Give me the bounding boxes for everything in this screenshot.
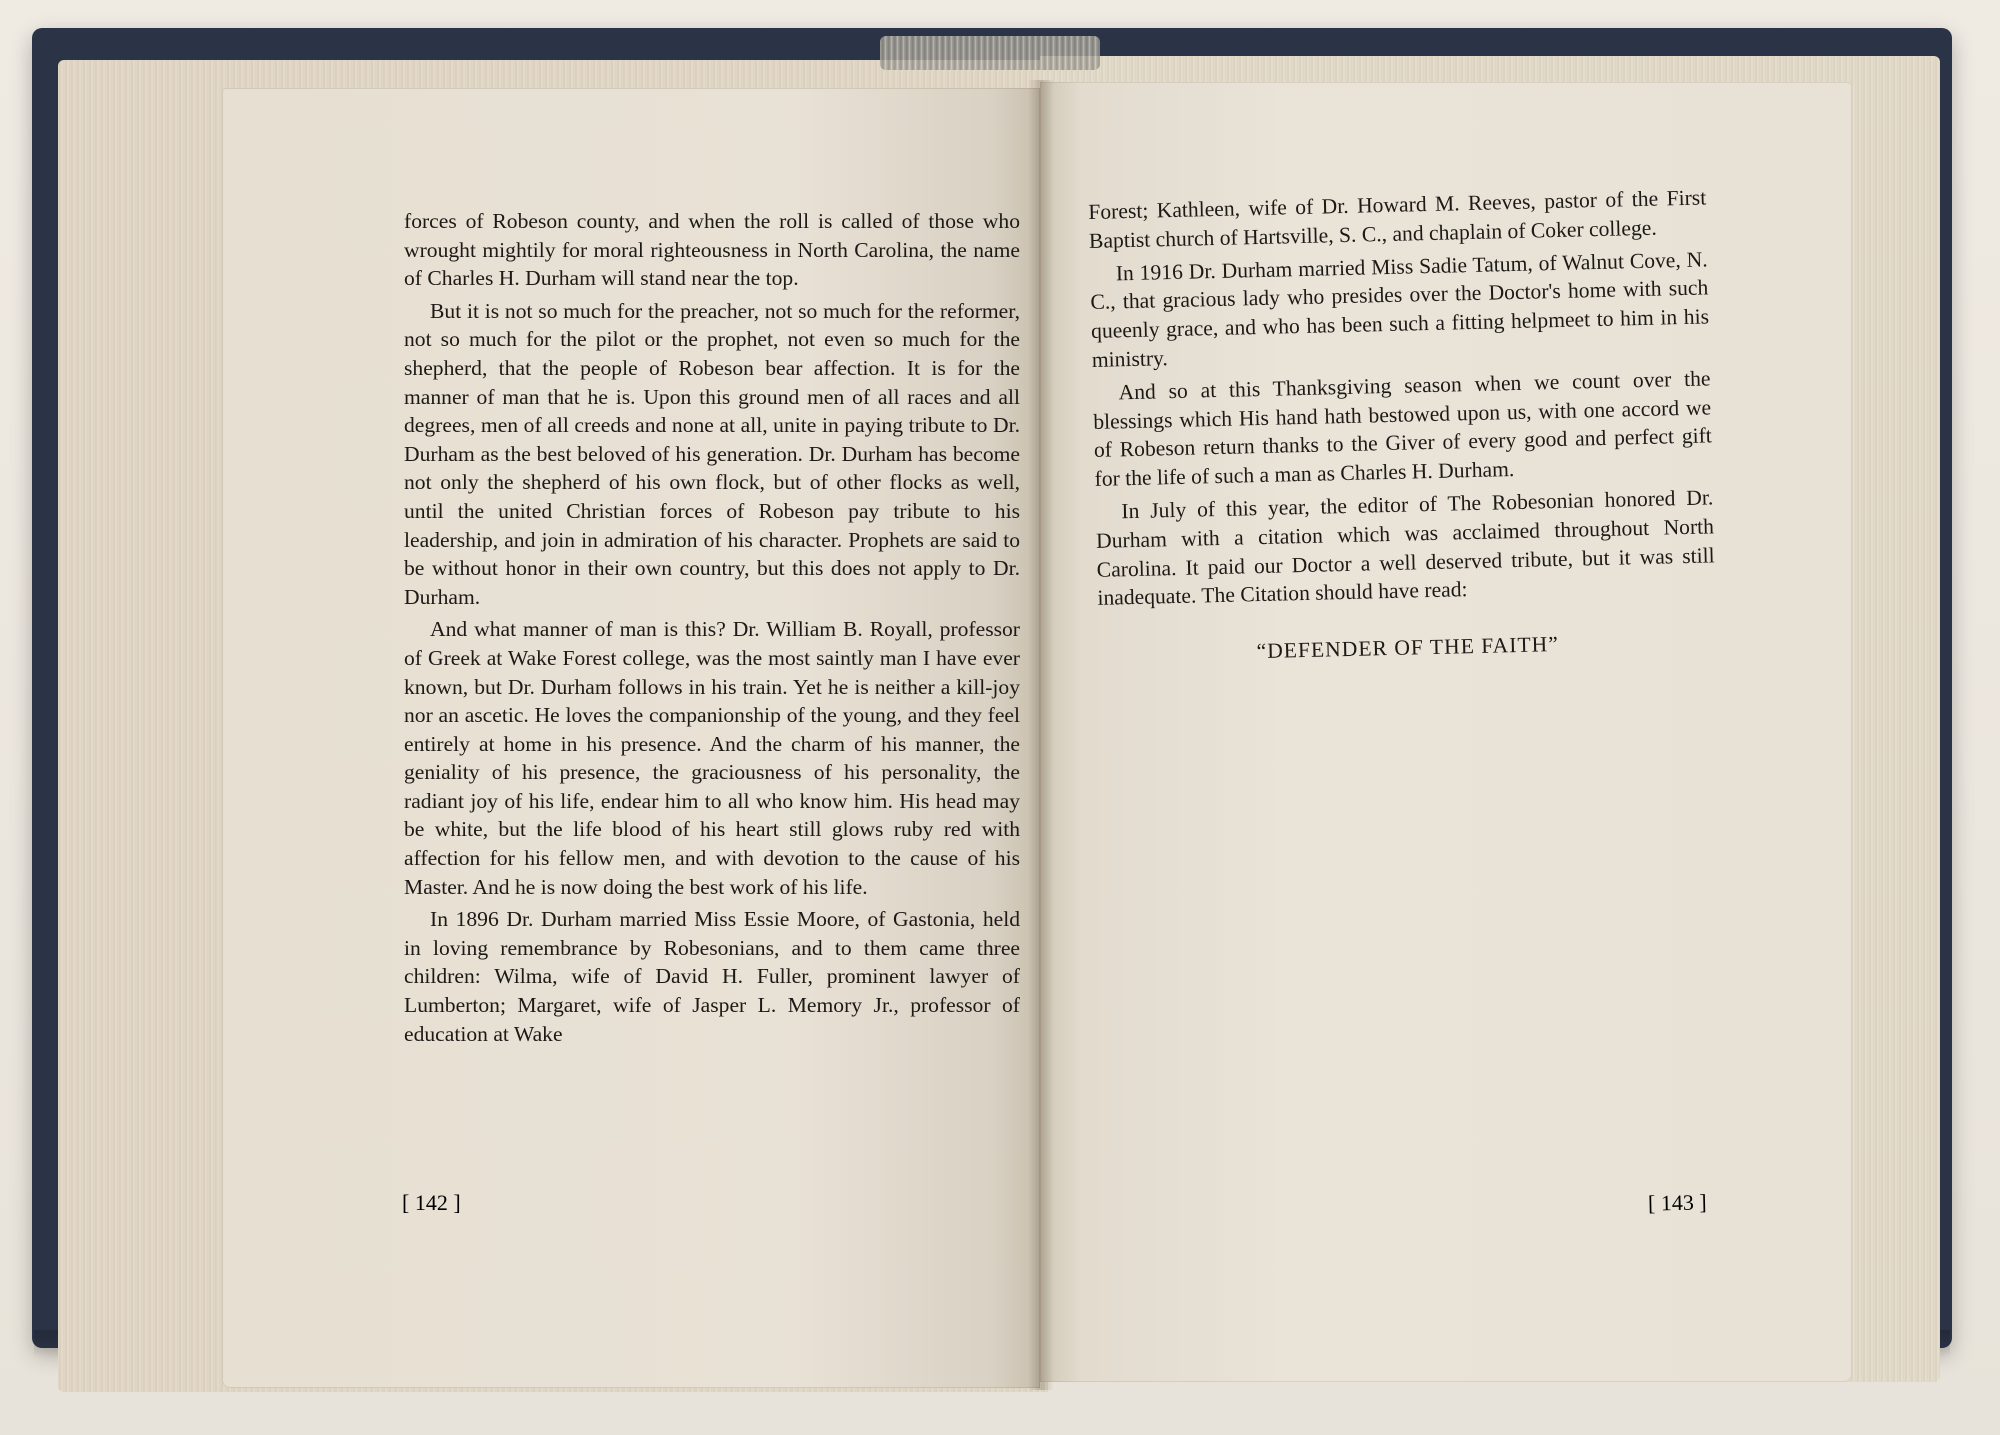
right-page-number: [ 143 ] (1647, 1189, 1707, 1216)
left-paragraph-1: forces of Robeson county, and when the roll is called of those who wrought mightily for moral righteousness in North Carolina, the name of Charles H. Durham will stand near the top. (404, 209, 1020, 291)
left-paragraph-3: And what manner of man is this? Dr. William B. Royall, professor of Greek at Wake Forest college, was the most saintly man I have ever known, but Dr. Durham follows in his train. Yet he is neither a kill-joy nor an ascetic. He loves the companionship of the young, and they feel entirely at home in his presence. And the charm of his manner, the geniality of his presence, the graciousness of his personality, the radiant joy of his life, endear him to all who know him. His head may be white, but the life blood of his heart still glows ruby red with affection for his fellow men, and with devotion to the cause of his Master. And he is now doing the best work of his life. (404, 617, 1020, 899)
right-paragraph-2: In 1916 Dr. Durham married Miss Sadie Tatum, of Walnut Cove, N. C., that gracious lady who presides over the Doctor's home with such queenly grace, and who has been such a fitting helpmeet to him in his ministry. (1090, 247, 1710, 372)
book-gutter (1028, 80, 1054, 1390)
right-page-text (1088, 183, 1717, 673)
citation-heading: “DEFENDER OF THE FAITH” (1256, 632, 1560, 664)
left-paragraph-2: But it is not so much for the preacher, not so much for the reformer, not so much for the pilot or the prophet, not even so much for the shepherd, that the people of Robeson bear affection. It is for the manner of man that he is. Upon this ground men of all races and all degrees, men of all creeds and none at all, unite in paying tribute to Dr. Durham as the best beloved of his generation. Dr. Durham has become not only the shepherd of his own flock, but of other flocks as well, until the united Christian forces of Robeson pay tribute to his leadership, and join in admiration of his character. Prophets are said to be without honor in their own country, but this does not apply to Dr. Durham. (404, 298, 1020, 609)
left-page-number: [ 142 ] (402, 1190, 461, 1215)
left-page-text (404, 207, 1020, 1052)
left-paragraph-4: In 1896 Dr. Durham married Miss Essie Moore, of Gastonia, held in loving remembrance by Robesonians, and to them came three children: Wilma, wife of David H. Fuller, prominent lawyer of Lumberton; Margaret, wife of Jasper L. Memory Jr., professor of education at Wake (404, 907, 1020, 1046)
spine-headband (880, 36, 1100, 70)
right-paragraph-4: In July of this year, the editor of The Robesonian honored Dr. Durham with a citation which was acclaimed throughout North Carolina. It paid our Doctor a well deserved tribute, but it was still inadequate. The Citation should have read: (1095, 485, 1715, 611)
right-paragraph-1: Forest; Kathleen, wife of Dr. Howard M. Reeves, pastor of the First Baptist church of Hartsville, S. C., and chaplain of Coker college. (1088, 185, 1707, 253)
right-paragraph-3: And so at this Thanksgiving season when we count over the blessings which His hand hath bestowed upon us, with one accord we of Robeson return thanks to the Giver of every good and perfect gift for the life of such a man as Charles H. Durham. (1092, 366, 1713, 492)
